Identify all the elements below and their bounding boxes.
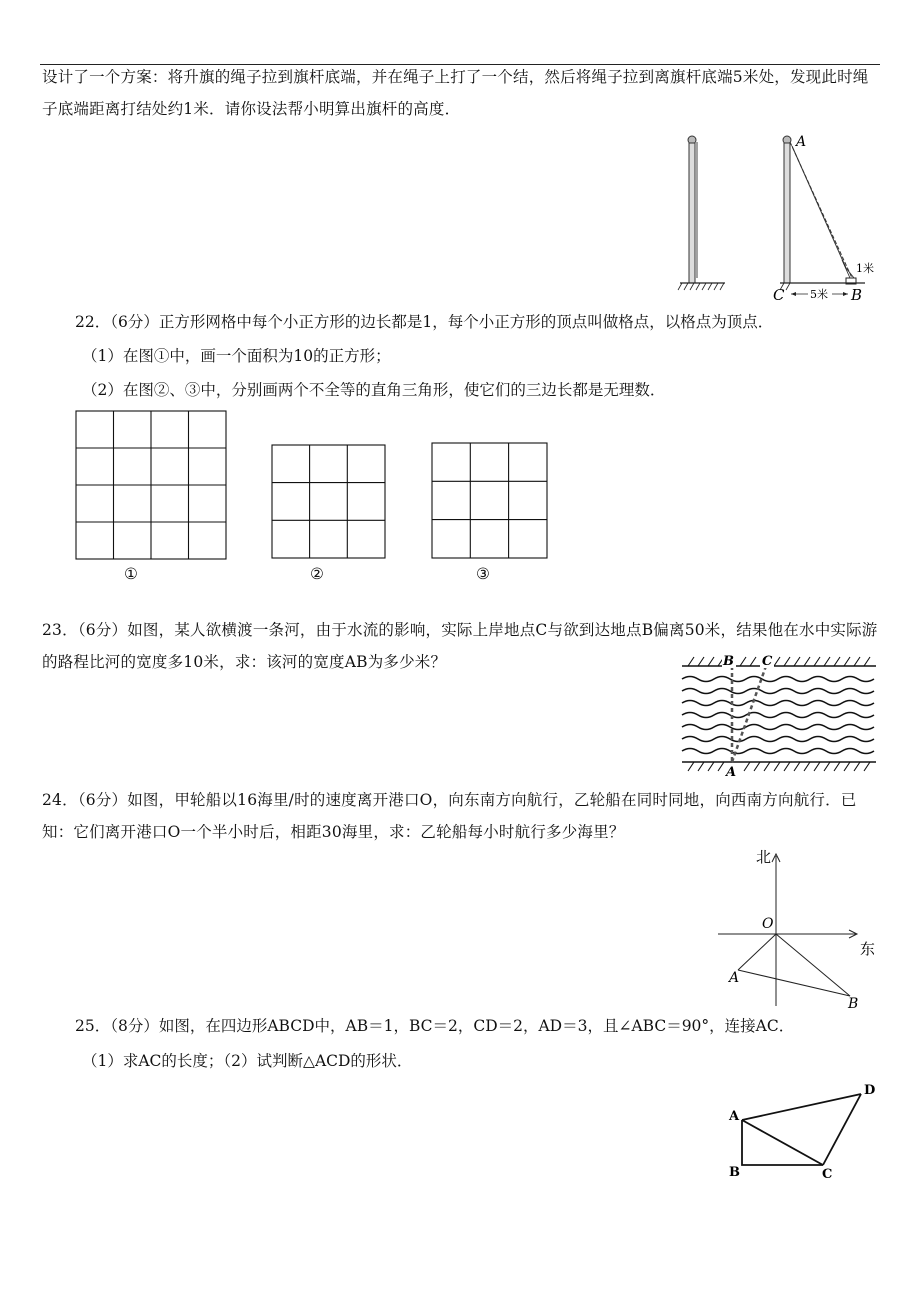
fig-label-c: C — [773, 286, 785, 304]
fig-label-b: B — [851, 286, 863, 304]
question-22-part-1: （1）在图①中，画一个面积为10的正方形； — [82, 347, 391, 365]
river-label-c: C — [762, 654, 773, 669]
quad-label-b: B — [729, 1165, 740, 1180]
river-label-b: B — [723, 654, 734, 669]
question-22-stem: 22．（6分）正方形网格中每个小正方形的边长都是1，每个小正方形的顶点叫做格点，以格点为顶点． — [75, 313, 774, 331]
question-25-stem: 25．（8分）如图，在四边形ABCD中，AB＝1，BC＝2，CD＝2，AD＝3，且∠ABC＝90°，连接AC． — [75, 1017, 795, 1035]
question-22-part-2: （2）在图②、③中，分别画两个不全等的直角三角形，使它们的三边长都是无理数． — [82, 381, 666, 399]
question-23-text: 23．（6分）如图，某人欲横渡一条河，由于水流的影响，实际上岸地点C与欲到达地点B偏离50米，结果他在水中实际游的路程比河的宽度多10米，求：该河的宽度AB为多少米？ — [42, 621, 878, 671]
fig-label-a: A — [796, 134, 807, 150]
river-label-a: A — [726, 765, 737, 778]
grid-figure-2 — [271, 444, 386, 559]
fig-label-5m: 5米 — [810, 288, 828, 301]
fig-label-1m: 1米 — [856, 262, 874, 275]
grid-figure-1 — [75, 410, 227, 560]
quad-label-c: C — [822, 1167, 833, 1182]
river-figure — [678, 652, 880, 778]
grid-figure-3 — [431, 442, 548, 559]
compass-label-o: O — [762, 916, 774, 932]
compass-label-a: A — [729, 970, 740, 986]
grid-caption-3: ③ — [476, 565, 490, 583]
flagpole-figure — [670, 128, 890, 310]
question-21-text: 设计了一个方案：将升旗的绳子拉到旗杆底端，并在绳子上打了一个结，然后将绳子拉到离旗杆底端5米处，发现此时绳子底端距离打结处约1米．请你设法帮小明算出旗杆的高度． — [42, 68, 869, 118]
east-label: 东 — [860, 940, 876, 958]
grid-caption-2: ② — [310, 565, 324, 583]
north-label: 北 — [756, 848, 772, 866]
compass-label-b: B — [848, 996, 859, 1012]
question-25-parts: （1）求AC的长度；（2）试判断△ACD的形状． — [82, 1052, 413, 1070]
question-24-text: 24．（6分）如图，甲轮船以16海里/时的速度离开港口O，向东南方向航行，乙轮船在同时同地，向西南方向航行．已知：它们离开港口O一个半小时后，相距30海里，求：乙轮船每小时航行多少海里？ — [42, 791, 857, 841]
quad-label-d: D — [864, 1083, 876, 1098]
quad-label-a: A — [729, 1109, 740, 1124]
quadrilateral-figure — [726, 1076, 886, 1186]
compass-figure — [716, 846, 886, 1014]
grid-caption-1: ① — [124, 565, 138, 583]
